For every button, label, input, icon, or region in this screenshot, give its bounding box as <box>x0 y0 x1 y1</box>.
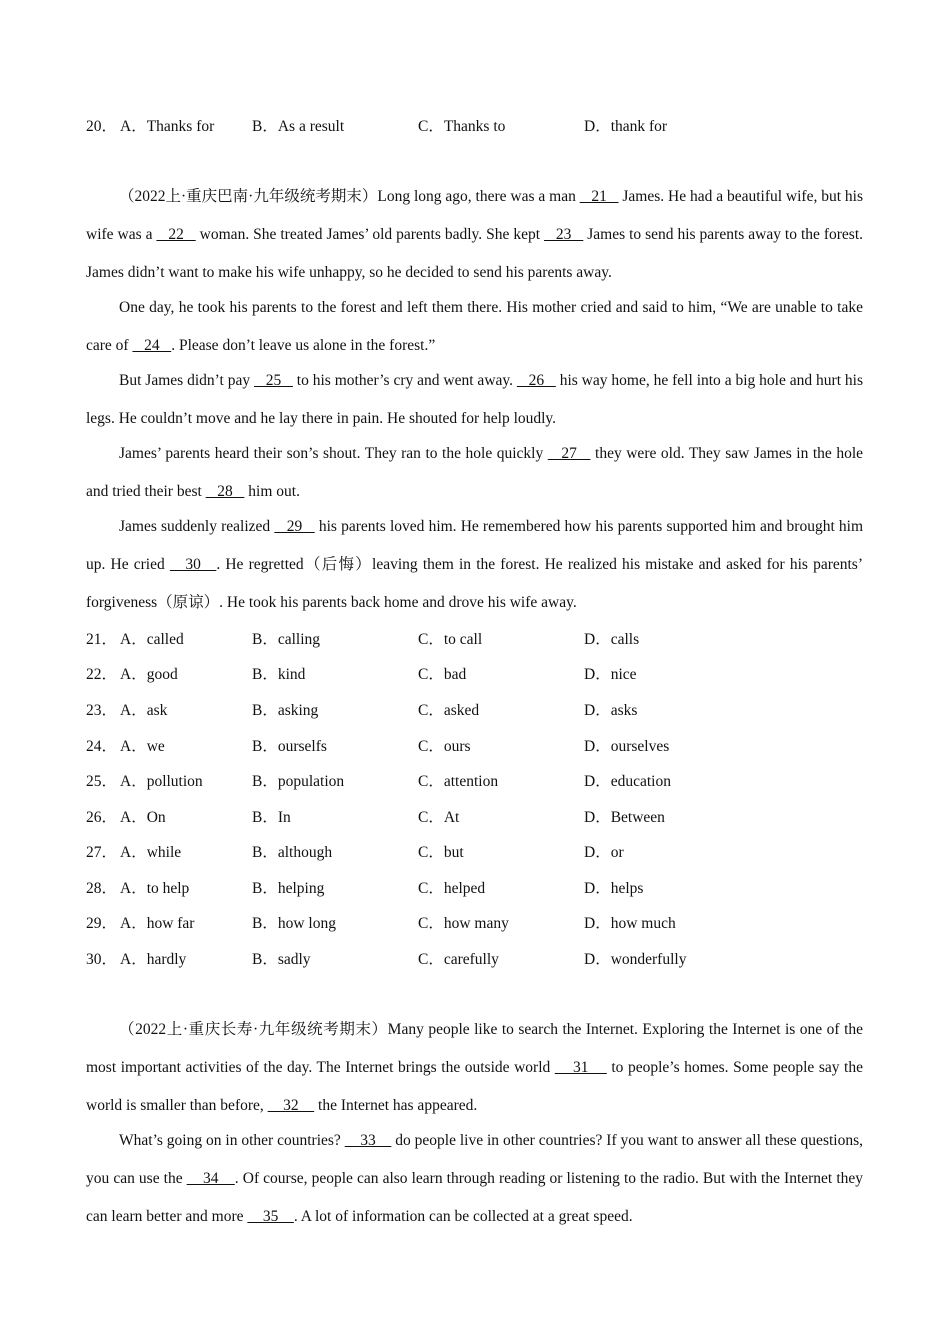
option-b: B．although <box>252 844 333 861</box>
option-d: D．or <box>584 844 624 861</box>
option-b: B．kind <box>252 666 306 683</box>
text: James. He had a beautiful wife, but his wife was a <box>86 188 863 243</box>
question-number: 22． <box>86 666 118 683</box>
text: to people’s homes. Some people say the world is smaller than before, <box>86 1059 863 1114</box>
option-c: C．but <box>418 844 464 861</box>
option-d: D．calls <box>584 631 640 648</box>
text: . A lot of information can be collected at a great speed. <box>293 1208 633 1225</box>
option-c: C．carefully <box>418 951 499 968</box>
option-a: A．Thanks for <box>120 118 215 135</box>
passage-1-paragraph-2 <box>86 289 863 365</box>
option-b: B．helping <box>252 880 325 897</box>
option-d: D．wonderfully <box>584 951 687 968</box>
question-number: 23． <box>86 702 118 719</box>
option-a: A．while <box>120 844 182 861</box>
question-23 <box>86 699 866 723</box>
blank-35: 35 <box>247 1208 294 1225</box>
option-a: A．how far <box>120 915 195 932</box>
text: woman. She treated James’ old parents badly. She kept <box>195 226 544 243</box>
option-d: D．Between <box>584 809 665 826</box>
option-c: C．to call <box>418 631 483 648</box>
text: to his mother’s cry and went away. <box>292 372 517 389</box>
option-d: D．helps <box>584 880 644 897</box>
question-number: 28． <box>86 880 118 897</box>
blank-24: 24 <box>132 337 172 354</box>
blank-32: 32 <box>267 1097 315 1114</box>
passage-1-paragraph-3 <box>86 362 863 438</box>
text: One day, he took his parents to the forest and left them there. His mother cried and said to him, “We are unable to take care of <box>86 299 863 354</box>
question-number: 24． <box>86 738 118 755</box>
text: do people live in other countries? If you want to answer all these questions, you can use the <box>86 1132 863 1187</box>
question-number: 20． <box>86 118 118 135</box>
passage-1-paragraph-4 <box>86 435 863 511</box>
question-number: 30． <box>86 951 118 968</box>
option-a: A．hardly <box>120 951 187 968</box>
question-number: 26． <box>86 809 118 826</box>
text: his way home, he fell into a big hole and hurt his legs. He couldn’t move and he lay there in pain. He shouted for help loudly. <box>86 372 863 427</box>
option-c: C．Thanks to <box>418 118 506 135</box>
question-27 <box>86 841 866 865</box>
question-number: 25． <box>86 773 118 790</box>
text: What’s going on in other countries? <box>119 1132 345 1149</box>
text: James to send his parents away to the forest. James didn’t want to make his wife unhappy, so he decided to send his parents away. <box>86 226 864 281</box>
text: James’ parents heard their son’s shout. They ran to the hole quickly <box>119 445 548 462</box>
question-20 <box>86 115 866 139</box>
question-26 <box>86 806 866 830</box>
question-number: 29． <box>86 915 118 932</box>
option-a: A．good <box>120 666 178 683</box>
text: his parents loved him. He remembered how his parents supported him and brought him up. He cried <box>86 518 864 573</box>
question-25 <box>86 770 866 794</box>
text: they were old. They saw James in the hole and tried their best <box>86 445 864 500</box>
question-29 <box>86 912 866 936</box>
blank-33: 33 <box>344 1132 392 1149</box>
blank-23: 23 <box>543 226 584 243</box>
passage-2-paragraph-1 <box>86 1011 863 1125</box>
text: Long long ago, there was a man <box>377 188 580 205</box>
text: James suddenly realized <box>119 518 275 535</box>
option-c: C．helped <box>418 880 486 897</box>
question-24 <box>86 735 866 759</box>
passage-2-paragraph-2 <box>86 1122 863 1236</box>
option-a: A．called <box>120 631 184 648</box>
passage-source: （2022上·重庆长寿·九年级统考期末） <box>119 1021 388 1038</box>
blank-31: 31 <box>554 1059 607 1076</box>
question-22 <box>86 663 866 687</box>
passage-source: （2022上·重庆巴南·九年级统考期末） <box>119 188 378 205</box>
option-b: B．sadly <box>252 951 311 968</box>
option-c: C．bad <box>418 666 467 683</box>
option-b: B．As a result <box>252 118 345 135</box>
option-c: C．At <box>418 809 460 826</box>
blank-26: 26 <box>516 372 556 389</box>
question-number: 27． <box>86 844 118 861</box>
option-d: D．education <box>584 773 671 790</box>
blank-27: 27 <box>547 445 591 462</box>
option-c: C．how many <box>418 915 509 932</box>
option-d: D．asks <box>584 702 638 719</box>
passage-1-paragraph-1 <box>86 178 863 292</box>
option-b: B．ourselfs <box>252 738 327 755</box>
option-b: B．population <box>252 773 345 790</box>
option-b: B．asking <box>252 702 319 719</box>
question-21 <box>86 628 866 652</box>
option-a: A．ask <box>120 702 168 719</box>
option-a: A．pollution <box>120 773 203 790</box>
option-d: D．ourselves <box>584 738 670 755</box>
blank-28: 28 <box>205 483 245 500</box>
blank-34: 34 <box>186 1170 235 1187</box>
option-c: C．attention <box>418 773 499 790</box>
option-d: D．thank for <box>584 118 668 135</box>
text: the Internet has appeared. <box>314 1097 478 1114</box>
option-b: B．how long <box>252 915 336 932</box>
question-30 <box>86 948 866 972</box>
text: him out. <box>244 483 300 500</box>
blank-21: 21 <box>579 188 619 205</box>
text: Many people like to search the Internet. Exploring the Internet is one of the most important activities of the day. The Internet brings the outside world <box>86 1021 864 1076</box>
passage-1-paragraph-5 <box>86 508 863 622</box>
blank-29: 29 <box>274 518 315 535</box>
text: . Please don’t leave us alone in the forest.” <box>171 337 436 354</box>
option-a: A．we <box>120 738 165 755</box>
option-b: B．calling <box>252 631 321 648</box>
option-a: A．to help <box>120 880 190 897</box>
option-b: B．In <box>252 809 291 826</box>
question-number: 21． <box>86 631 118 648</box>
blank-22: 22 <box>156 226 196 243</box>
question-28 <box>86 877 866 901</box>
blank-30: 30 <box>169 556 217 573</box>
text: But James didn’t pay <box>119 372 254 389</box>
option-c: C．asked <box>418 702 480 719</box>
option-a: A．On <box>120 809 166 826</box>
option-d: D．how much <box>584 915 676 932</box>
option-d: D．nice <box>584 666 637 683</box>
text: . Of course, people can also learn through reading or listening to the radio. But with the Internet they can learn better and more <box>86 1170 864 1225</box>
text: . He regretted（后悔）leaving them in the forest. He realized his mistake and asked for his parents’ forgiveness（原谅）. He took his parents back home and drove his wife away. <box>86 556 864 611</box>
blank-25: 25 <box>254 372 293 389</box>
option-c: C．ours <box>418 738 471 755</box>
